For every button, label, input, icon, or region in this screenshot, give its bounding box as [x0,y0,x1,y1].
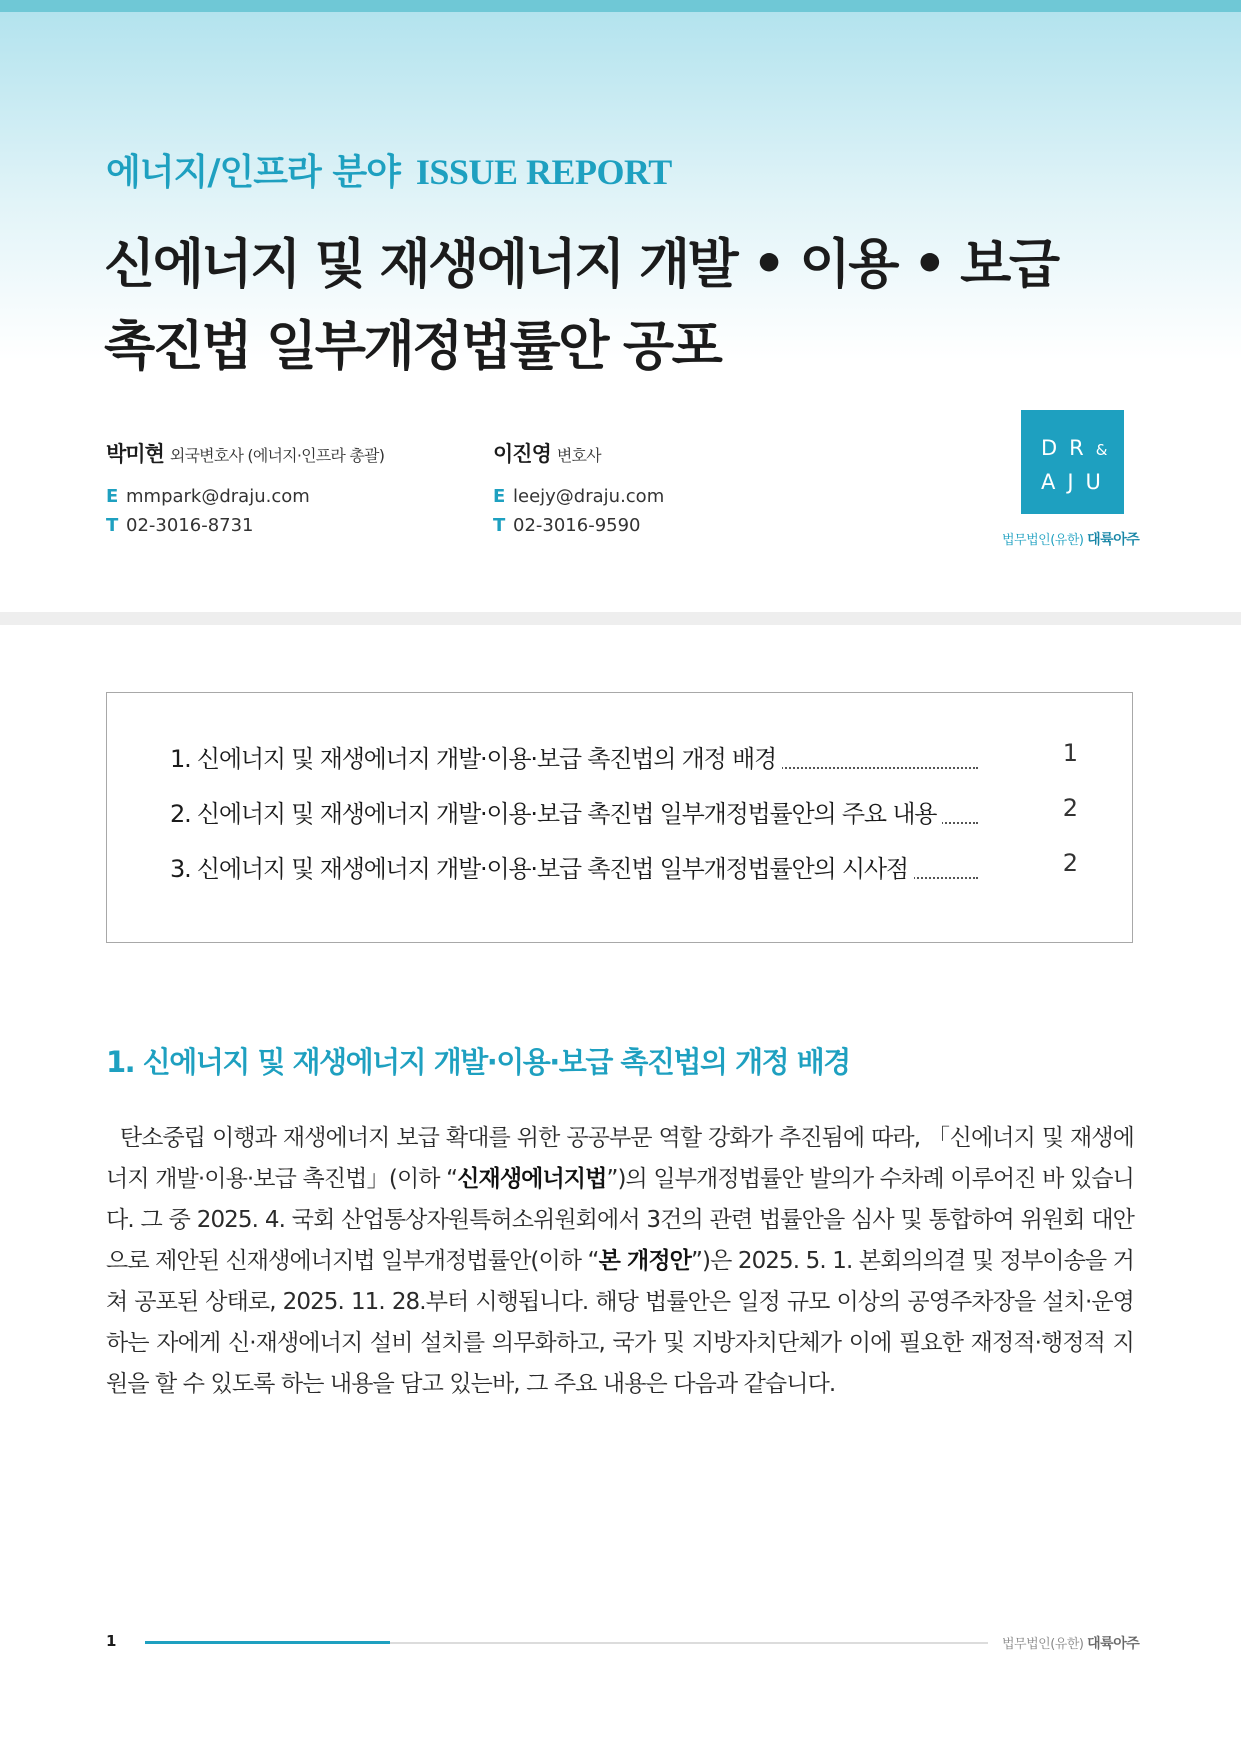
email-label: E [106,486,119,507]
email-label: E [493,486,506,507]
author-name: 박미현 [106,442,164,466]
author-role: 변호사 [556,446,601,465]
firm-prefix: 법무법인(유한) [1002,533,1084,548]
logo-ampersand: & [1095,441,1108,459]
author-role: 외국변호사 (에너지·인프라 총괄) [169,446,385,465]
author-phone: 02-3016-9590 [513,515,641,536]
kicker-korean: 에너지/인프라 분야 [106,152,400,193]
firm-logo [1021,410,1124,514]
toc-page-number: 2 [1055,849,1078,877]
toc-item[interactable] [170,794,1078,834]
footer-page-number: 1 [106,1632,117,1650]
author-phone: 02-3016-8731 [126,515,254,536]
toc-label: 1. 신에너지 및 재생에너지 개발·이용·보급 촉진법의 개정 배경 [170,739,782,774]
table-of-contents [106,692,1133,943]
author-email[interactable]: leejy@draju.com [513,486,665,507]
toc-item[interactable] [170,739,1078,779]
author-card-2 [493,438,664,540]
section-heading: 1. 신에너지 및 재생에너지 개발·이용·보급 촉진법의 개정 배경 [106,1045,850,1079]
toc-page-number: 1 [1055,739,1078,767]
author-card-1 [106,438,384,540]
footer-firm-prefix: 법무법인(유한) [1002,1637,1084,1652]
body-bold-term-1: 신재생에너지법 [457,1166,607,1192]
top-accent-strip [0,0,1241,12]
toc-page-number: 2 [1055,794,1078,822]
body-bold-term-2: 본 개정안 [598,1248,691,1274]
body-text-part-2: ”)의 일부개정법률안 발의가 수차례 이루어진 바 있습니다. 그 중 2025. 4. 국회 산업통상자원특허소위원회에서 3건의 관련 법률안을 심사 및 통합하여 위원회 대안으로 제안된 신재생에너지법 일부개정법률안(이하 “ [106,1166,1134,1274]
header-divider [0,612,1241,625]
footer-rule-accent [145,1641,390,1644]
toc-label: 2. 신에너지 및 재생에너지 개발·이용·보급 촉진법 일부개정법률안의 주요 내용 [170,794,942,829]
kicker-english: ISSUE REPORT [415,152,672,192]
title-line-1: 신에너지 및 재생에너지 개발 • 이용 • 보급 [104,234,1058,295]
author-name: 이진영 [493,442,551,466]
author-email[interactable]: mmpark@draju.com [126,486,310,507]
section-body-paragraph [106,1118,1134,1405]
toc-label: 3. 신에너지 및 재생에너지 개발·이용·보급 촉진법 일부개정법률안의 시사점 [170,849,914,884]
footer-firm-brand: 대륙아주 [1087,1636,1140,1652]
report-title [104,224,1104,388]
logo-row-1: DR [1041,436,1096,460]
report-kicker [106,144,672,195]
phone-label: T [493,515,506,536]
body-text-part-3: ”)은 2025. 5. 1. 본회의의결 및 정부이송을 거쳐 공포된 상태로, 2025. 11. 28.부터 시행됩니다. 해당 법률안은 일정 규모 이상의 공영주차장을 설치·운영하는 자에게 신·재생에너지 설비 설치를 의무화하고, 국가 및 지방자치단체가 이에 필요한 재정적·행정적 지원을 할 수 있도록 하는 내용을 담고 있는바, 그 주요 내용은 다음과 같습니다. [106,1248,1134,1397]
body-text-part-1: 탄소중립 이행과 재생에너지 보급 확대를 위한 공공부문 역할 강화가 추진됨에 따라, 「신에너지 및 재생에너지 개발·이용·보급 촉진법」(이하 “ [106,1125,1134,1192]
toc-item[interactable] [170,849,1078,889]
firm-name: 대륙아주 [1087,532,1140,548]
footer-firm-name [1002,1633,1139,1653]
logo-row-2: AJU [1041,470,1113,494]
title-line-2: 촉진법 일부개정법률안 공포 [104,316,721,377]
firm-name-caption [1002,529,1139,549]
phone-label: T [106,515,119,536]
